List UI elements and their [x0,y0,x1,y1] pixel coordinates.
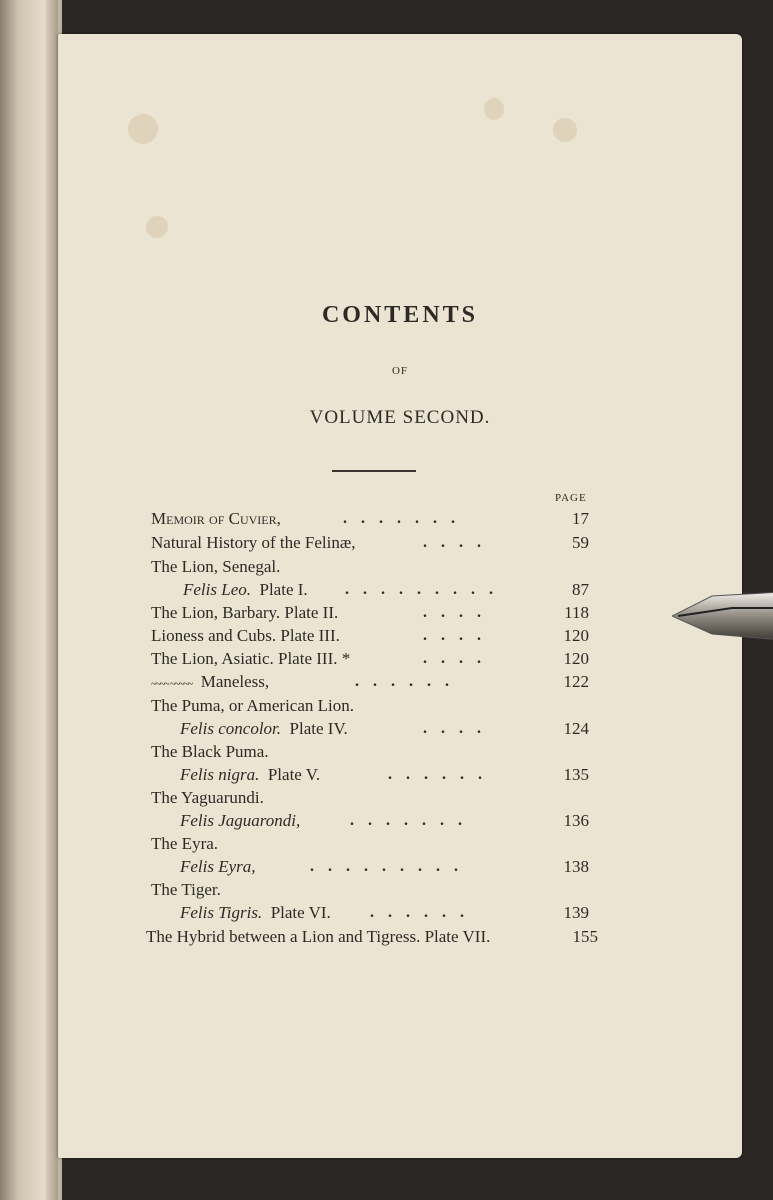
dot-leader: ...... [355,673,463,690]
toc-entry [151,833,601,855]
entry-title: The Tiger. [151,880,221,899]
entry-title: The Lion, Senegal. [151,557,281,576]
toc-entry [180,902,601,924]
toc-entry [151,879,601,901]
dot-leader: .... [423,627,495,644]
contents-of: OF [391,365,409,377]
entry-plate: Plate IV. [289,719,348,738]
toc-entry [151,508,601,530]
toc-entry [180,764,601,786]
dot-leader: .... [423,604,495,621]
entry-plate: Plate VI. [270,903,331,922]
toc-entry [151,671,601,693]
toc-entry [151,787,601,809]
entry-title: The Black Puma. [151,742,269,761]
toc-entry [146,926,606,948]
paper-stain [553,118,577,142]
paper-stain [146,216,168,238]
dot-leader: ...... [370,904,478,921]
entry-title: Lioness and Cubs. Plate III. [151,626,340,645]
dot-leader: .... [423,720,495,737]
entry-title: Felis Jaguarondi, [180,811,301,830]
entry-title: Felis concolor. [180,719,282,738]
entry-title: The Puma, or American Lion. [151,696,355,715]
page-column-header: PAGE [555,492,587,504]
dot-leader: ...... [388,766,496,783]
paper-stain [484,98,504,120]
entry-page: 122 [563,672,589,691]
dot-leader: .... [423,534,495,551]
entry-plate: Plate I. [259,580,308,599]
entry-title: Felis Eyra, [180,857,256,876]
contents-title: CONTENTS [321,302,479,328]
entry-page: 139 [563,903,589,922]
entry-title: The Hybrid between a Lion and Tigress. Plate VII. [146,927,491,946]
entry-page: 120 [563,626,589,645]
toc-entry [151,602,601,624]
entry-title: Memoir of Cuvier, [151,509,281,528]
dot-leader: ....... [350,812,476,829]
entry-page: 118 [564,603,589,622]
entry-page: 59 [572,533,589,552]
toc-entry [180,856,601,878]
dot-leader: ......... [345,581,507,598]
pen-tip-icon [672,590,773,642]
entry-plate: Plate V. [267,765,321,784]
entry-page: 120 [563,649,589,668]
entry-title: The Lion, Asiatic. Plate III. * [151,649,351,668]
entry-page: 136 [563,811,589,830]
divider-rule [332,470,416,472]
toc-entry [151,532,601,554]
book-page [58,34,742,1158]
entry-page: 124 [563,719,589,738]
entry-title: The Eyra. [151,834,219,853]
dot-leader: ......... [310,858,472,875]
entry-page: 155 [572,927,598,946]
toc-entry [151,556,601,578]
toc-entry [180,810,601,832]
volume-subtitle: VOLUME SECOND. [309,407,491,428]
entry-title: The Yaguarundi. [151,788,264,807]
entry-title: Maneless, [200,672,270,691]
entry-title: Felis Leo. [183,580,251,599]
toc-entry [151,648,601,670]
ditto-mark: ~~~~ ~~~~~ [151,679,193,690]
entry-title: The Lion, Barbary. Plate II. [151,603,339,622]
entry-page: 138 [563,857,589,876]
entry-title: Felis nigra. [180,765,260,784]
entry-page: 87 [572,580,589,599]
toc-entry [151,625,601,647]
paper-stain [128,114,158,144]
entry-title: Natural History of the Felinæ, [151,533,356,552]
entry-page: 17 [572,509,589,528]
toc-entry [151,741,601,763]
dot-leader: ....... [343,510,469,527]
toc-entry [183,579,601,601]
entry-title: Felis Tigris. [180,903,263,922]
toc-entry [180,718,601,740]
left-page-edge [46,0,58,1200]
entry-page: 135 [563,765,589,784]
toc-entry [151,695,601,717]
dot-leader: .... [423,650,495,667]
